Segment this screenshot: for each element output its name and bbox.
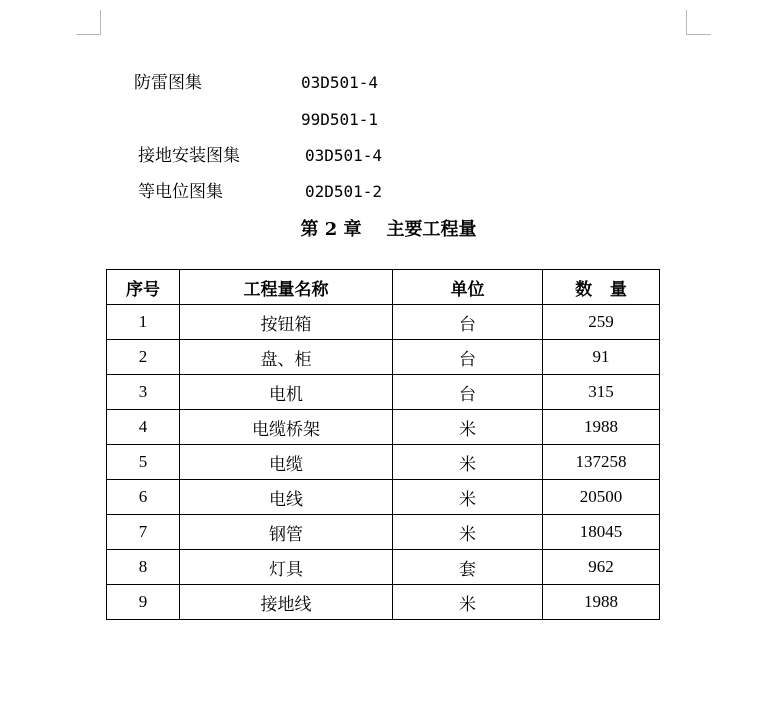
cell-quantity: 315 bbox=[543, 375, 660, 410]
table-header-row bbox=[107, 270, 660, 305]
cell-index: 1 bbox=[107, 305, 180, 340]
table-row bbox=[107, 340, 660, 375]
cell-unit: 米 bbox=[393, 480, 543, 515]
column-header-index: 序号 bbox=[107, 270, 180, 305]
page-corner-mark-top-right bbox=[686, 10, 711, 35]
cell-quantity: 18045 bbox=[543, 515, 660, 550]
column-header-unit: 单位 bbox=[393, 270, 543, 305]
cell-quantity: 1988 bbox=[543, 410, 660, 445]
quantities-table bbox=[106, 269, 660, 620]
reference-code: 03D501-4 bbox=[301, 73, 379, 92]
cell-index: 4 bbox=[107, 410, 180, 445]
table-row bbox=[107, 480, 660, 515]
cell-index: 8 bbox=[107, 550, 180, 585]
reference-name: 防雷图集 bbox=[134, 73, 202, 93]
cell-item-name: 按钮箱 bbox=[180, 305, 393, 340]
cell-index: 9 bbox=[107, 585, 180, 620]
cell-unit: 台 bbox=[393, 305, 543, 340]
cell-index: 5 bbox=[107, 445, 180, 480]
cell-unit: 台 bbox=[393, 340, 543, 375]
cell-item-name: 电缆桥架 bbox=[180, 410, 393, 445]
cell-item-name: 盘、柜 bbox=[180, 340, 393, 375]
cell-item-name: 钢管 bbox=[180, 515, 393, 550]
cell-quantity: 962 bbox=[543, 550, 660, 585]
reference-code: 99D501-1 bbox=[301, 110, 379, 129]
cell-quantity: 20500 bbox=[543, 480, 660, 515]
reference-name: 接地安装图集 bbox=[138, 146, 240, 166]
cell-item-name: 电机 bbox=[180, 375, 393, 410]
table-row bbox=[107, 410, 660, 445]
reference-name: 等电位图集 bbox=[138, 182, 223, 202]
cell-quantity: 137258 bbox=[543, 445, 660, 480]
chapter-heading: 第 2 章 主要工程量 bbox=[300, 219, 477, 240]
cell-unit: 米 bbox=[393, 515, 543, 550]
table-row bbox=[107, 375, 660, 410]
cell-item-name: 接地线 bbox=[180, 585, 393, 620]
cell-unit: 米 bbox=[393, 585, 543, 620]
table-row bbox=[107, 515, 660, 550]
cell-unit: 米 bbox=[393, 445, 543, 480]
cell-index: 3 bbox=[107, 375, 180, 410]
cell-item-name: 灯具 bbox=[180, 550, 393, 585]
cell-index: 6 bbox=[107, 480, 180, 515]
cell-item-name: 电线 bbox=[180, 480, 393, 515]
page-corner-mark-top-left bbox=[76, 10, 101, 35]
reference-code: 03D501-4 bbox=[305, 146, 383, 165]
column-header-item-name: 工程量名称 bbox=[180, 270, 393, 305]
cell-unit: 套 bbox=[393, 550, 543, 585]
cell-quantity: 1988 bbox=[543, 585, 660, 620]
table-row bbox=[107, 585, 660, 620]
table-row bbox=[107, 305, 660, 340]
column-header-quantity: 数 量 bbox=[543, 270, 660, 305]
table-row bbox=[107, 445, 660, 480]
cell-index: 7 bbox=[107, 515, 180, 550]
cell-item-name: 电缆 bbox=[180, 445, 393, 480]
cell-quantity: 91 bbox=[543, 340, 660, 375]
cell-index: 2 bbox=[107, 340, 180, 375]
reference-code: 02D501-2 bbox=[305, 182, 383, 201]
table-row bbox=[107, 550, 660, 585]
cell-unit: 台 bbox=[393, 375, 543, 410]
cell-quantity: 259 bbox=[543, 305, 660, 340]
cell-unit: 米 bbox=[393, 410, 543, 445]
